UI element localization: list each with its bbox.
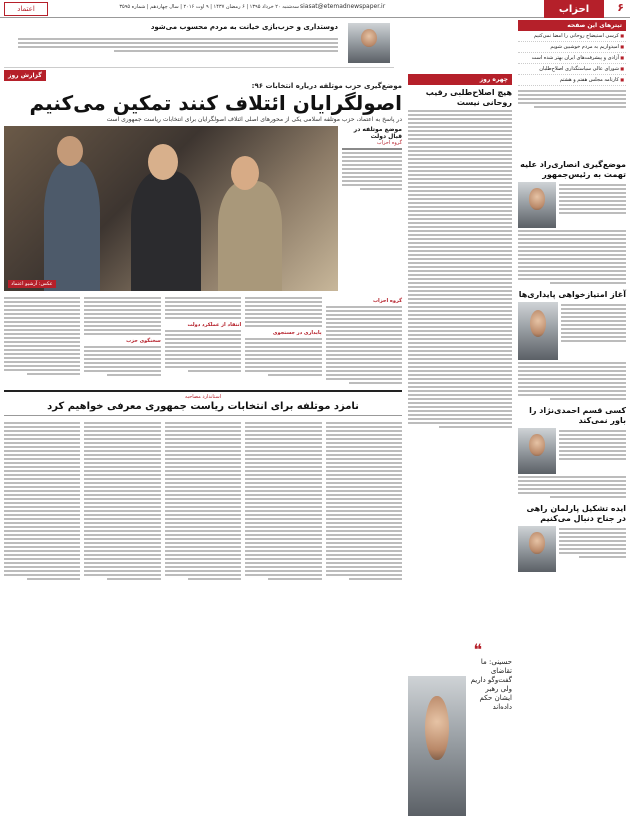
story3-photo — [518, 428, 556, 474]
newspaper-logo: اعتماد — [4, 2, 48, 16]
list-item[interactable]: ■ امیدواریم به مردم خوشبین شویم — [518, 42, 626, 53]
interview-kicker: استاندارد مصاحبه — [184, 394, 222, 400]
news-list — [518, 31, 626, 86]
right-section-head: تیترهای این صفحه — [518, 20, 626, 31]
inline-head: سخنگوی حزب — [126, 338, 161, 344]
pull-quote-text: حسینی: ما تقاضای گفت‌وگو داریم ولی رهبر ایشان حکم داده‌اند — [470, 658, 512, 711]
list-item[interactable]: ■ کرسی استیضاح روحانی را امضا نمی‌کنیم — [518, 31, 626, 42]
list-item[interactable]: ■ آزادی و پیشرفت‌های ایران بهتر شده است — [518, 53, 626, 64]
lower-col-1 — [326, 420, 402, 582]
story4-title: ایده تشکیل پارلمان راهی در جناح دنبال می‌کنیم — [526, 504, 626, 523]
lower-col-3 — [165, 420, 241, 582]
pull-quote-photo — [408, 676, 466, 816]
inline-head: گروه احزاب — [373, 298, 402, 304]
story2-body — [518, 302, 626, 360]
body-col-4 — [84, 295, 160, 386]
inline-head: پایداری در جستجوی — [272, 330, 322, 336]
interview-title: نامزد موتلفه برای انتخابات ریاست جمهوری معرفی خواهیم کرد — [47, 401, 359, 412]
quote-mark-icon: ❝ — [473, 640, 482, 659]
top-bar — [0, 0, 630, 18]
story3-title: کسی قسم احمدی‌نژاد را باور نمی‌کند — [529, 406, 626, 425]
story2-title: آغاز امتیازخواهی پایداری‌ها — [518, 290, 626, 299]
story1-photo — [518, 182, 556, 228]
story2-more — [518, 362, 626, 400]
main-photo-row — [4, 126, 402, 291]
lower-body — [4, 420, 402, 582]
pull-quote — [408, 640, 512, 818]
story2-photo — [518, 302, 558, 360]
main-story — [4, 70, 402, 582]
story4-photo — [518, 526, 556, 572]
main-kicker: گزارش روز — [4, 70, 46, 81]
top-story — [4, 20, 394, 68]
top-story-title: دوستداری و حزب‌بازی خیانت به مردم محسوب می‌شود — [150, 23, 338, 31]
main-photo — [4, 126, 338, 291]
body-col-2 — [245, 295, 321, 386]
body-col-3 — [165, 295, 241, 386]
story3-more — [518, 476, 626, 498]
inline-head: انتقاد از عملکرد دولت — [187, 322, 242, 328]
top-story-body — [18, 36, 338, 54]
main-title: اصولگرایان ائتلاف کنند تمکین می‌کنیم — [29, 91, 402, 115]
site-email[interactable]: siasat@etemadnewspaper.ir — [300, 3, 386, 10]
story3-body — [518, 428, 626, 474]
story1-body — [518, 182, 626, 228]
page-number: ۶ — [617, 1, 624, 14]
main-subtitle: موضع‌گیری حزب موتلفه درباره انتخابات ۹۶: — [251, 82, 402, 90]
body-col-1 — [326, 295, 402, 386]
main-side-box — [342, 126, 402, 291]
lower-col-5 — [4, 420, 80, 582]
mid-story-title: هیچ اصلاح‌طلبی رقیب روحانی نیست — [425, 88, 512, 107]
story4-body — [518, 526, 626, 572]
mid-story-body — [408, 110, 512, 428]
body-col-5 — [4, 295, 80, 386]
top-story-photo — [348, 23, 390, 63]
right-column — [518, 20, 626, 818]
main-body — [4, 295, 402, 386]
list-item[interactable]: ■ کارنامه مجلس هفتم و هشتم — [518, 75, 626, 86]
side-box-title: موضع موتلفه در قبال دولت — [353, 126, 402, 140]
side-box-sub: گروه احزاب — [376, 140, 402, 146]
story1-title: موضع‌گیری انصاری‌راد علیه تهمت به رئیس‌جمهور — [520, 160, 626, 179]
photo-caption: عکس: آرشیو اعتماد — [8, 280, 56, 288]
list-item[interactable]: ■ شورای عالی سیاستگذاری اصلاح‌طلبان — [518, 64, 626, 75]
section-label: احزاب — [544, 0, 604, 18]
lower-col-2 — [245, 420, 321, 582]
story1-more — [518, 230, 626, 284]
main-lead: در پاسخ به اعتماد، حزب موتلفه اسلامی یکی از محورهای اصلی ائتلاف اصولگرایان برای انتخابات ریاست جمهوری است — [106, 116, 402, 123]
mid-label: چهره روز — [408, 74, 512, 85]
news-filler — [518, 90, 626, 150]
interview-banner — [4, 390, 402, 416]
dateline: سه‌شنبه ۲۰ خرداد ۱۳۹۵ | ۶ رمضان ۱۴۳۷ | ۹ اوت ۲۰۱۶ | سال چهاردهم | شماره ۳۵۹۵ — [119, 4, 299, 10]
lower-col-4 — [84, 420, 160, 582]
